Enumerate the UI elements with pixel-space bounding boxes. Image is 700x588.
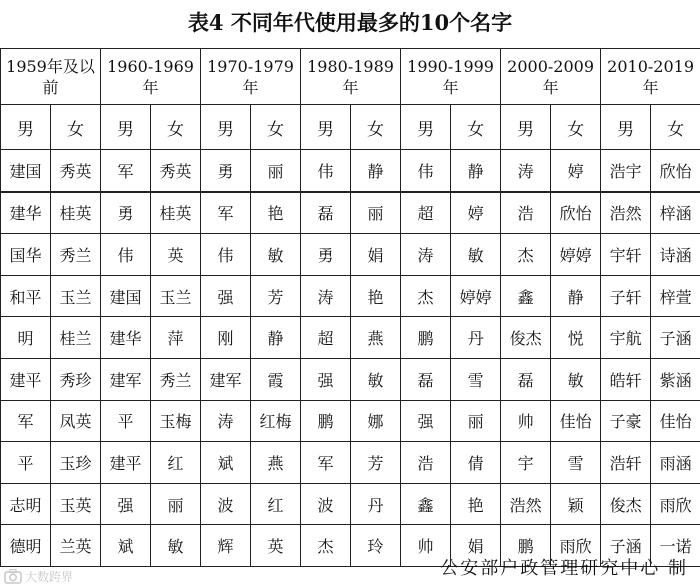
male-name-cell: 建华: [101, 317, 151, 359]
female-header: 女: [451, 105, 501, 150]
male-name-cell: 浩轩: [601, 442, 651, 484]
male-name-cell: 志明: [1, 483, 51, 525]
male-name-cell: 伟: [201, 234, 251, 276]
male-header: 男: [101, 105, 151, 150]
female-name-cell: 桂英: [151, 192, 201, 234]
female-name-cell: 桂兰: [51, 317, 101, 359]
female-name-cell: 秀英: [151, 150, 201, 192]
female-name-cell: 玉兰: [51, 275, 101, 317]
table-row: [1, 234, 700, 276]
era-header: 1990-1999年: [401, 49, 501, 105]
male-name-cell: 磊: [501, 359, 551, 401]
male-name-cell: 建国: [1, 150, 51, 192]
male-name-cell: 国华: [1, 234, 51, 276]
male-name-cell: 浩: [401, 442, 451, 484]
male-name-cell: 杰: [501, 234, 551, 276]
female-name-cell: 欣怡: [651, 150, 700, 192]
male-name-cell: 伟: [301, 150, 351, 192]
male-name-cell: 鑫: [501, 275, 551, 317]
source-credit: 公安部户政管理研究中心 制: [440, 558, 688, 579]
male-name-cell: 平: [101, 400, 151, 442]
female-name-cell: 婷婷: [451, 275, 501, 317]
male-name-cell: 宇航: [601, 317, 651, 359]
male-name-cell: 超: [401, 192, 451, 234]
female-name-cell: 婷婷: [551, 234, 601, 276]
female-name-cell: 丽: [451, 400, 501, 442]
female-name-cell: 英: [151, 234, 201, 276]
female-name-cell: 红梅: [251, 400, 301, 442]
female-name-cell: 红: [251, 483, 301, 525]
female-name-cell: 紫涵: [651, 359, 700, 401]
female-name-cell: 梓涵: [651, 192, 700, 234]
female-name-cell: 秀兰: [51, 234, 101, 276]
female-name-cell: 雪: [451, 359, 501, 401]
female-header: 女: [651, 105, 700, 150]
female-header: 女: [351, 105, 401, 150]
female-name-cell: 静: [351, 150, 401, 192]
male-name-cell: 波: [201, 483, 251, 525]
male-header: 男: [1, 105, 51, 150]
table-row: [1, 317, 700, 359]
female-name-cell: 雨欣: [651, 483, 700, 525]
female-name-cell: 雪: [551, 442, 601, 484]
female-name-cell: 敏: [551, 359, 601, 401]
male-name-cell: 浩: [501, 192, 551, 234]
female-name-cell: 燕: [251, 442, 301, 484]
male-name-cell: 皓轩: [601, 359, 651, 401]
table-row: [1, 150, 700, 192]
female-name-cell: 悦: [551, 317, 601, 359]
male-name-cell: 浩然: [601, 192, 651, 234]
male-name-cell: 鹏: [301, 400, 351, 442]
female-name-cell: 欣怡: [551, 192, 601, 234]
female-name-cell: 诗涵: [651, 234, 700, 276]
male-name-cell: 子轩: [601, 275, 651, 317]
female-name-cell: 玉梅: [151, 400, 201, 442]
female-header: 女: [51, 105, 101, 150]
male-name-cell: 德明: [1, 525, 51, 567]
watermark-logo: [4, 566, 73, 586]
era-header: 1959年及以前: [1, 49, 101, 105]
male-header: 男: [201, 105, 251, 150]
female-name-cell: 桂英: [51, 192, 101, 234]
male-name-cell: 强: [401, 400, 451, 442]
table-row: [1, 400, 700, 442]
female-header: 女: [551, 105, 601, 150]
female-name-cell: 英: [251, 525, 301, 567]
female-name-cell: 丹: [451, 317, 501, 359]
female-name-cell: 丽: [351, 192, 401, 234]
female-name-cell: 玲: [351, 525, 401, 567]
female-name-cell: 芳: [351, 442, 401, 484]
male-name-cell: 勇: [201, 150, 251, 192]
era-header-row: [1, 49, 700, 105]
male-header: 男: [501, 105, 551, 150]
male-name-cell: 磊: [301, 192, 351, 234]
male-name-cell: 辉: [201, 525, 251, 567]
female-name-cell: 玉兰: [151, 275, 201, 317]
male-name-cell: 建平: [101, 442, 151, 484]
male-name-cell: 军: [301, 442, 351, 484]
male-name-cell: 斌: [101, 525, 151, 567]
camera-icon: [4, 568, 22, 584]
male-name-cell: 军: [1, 400, 51, 442]
male-name-cell: 建华: [1, 192, 51, 234]
male-name-cell: 波: [301, 483, 351, 525]
male-name-cell: 平: [1, 442, 51, 484]
male-name-cell: 浩然: [501, 483, 551, 525]
male-name-cell: 建军: [201, 359, 251, 401]
female-name-cell: 丽: [151, 483, 201, 525]
male-name-cell: 帅: [501, 400, 551, 442]
table-row: [1, 275, 700, 317]
male-name-cell: 军: [101, 150, 151, 192]
male-name-cell: 伟: [401, 150, 451, 192]
male-name-cell: 涛: [401, 234, 451, 276]
male-name-cell: 浩宇: [601, 150, 651, 192]
male-name-cell: 子豪: [601, 400, 651, 442]
male-name-cell: 明: [1, 317, 51, 359]
female-name-cell: 秀珍: [51, 359, 101, 401]
female-name-cell: 娟: [351, 234, 401, 276]
male-name-cell: 勇: [101, 192, 151, 234]
female-name-cell: 一诺: [651, 525, 700, 567]
female-name-cell: 敏: [451, 234, 501, 276]
male-header: 男: [301, 105, 351, 150]
male-name-cell: 帅: [401, 525, 451, 567]
male-name-cell: 军: [201, 192, 251, 234]
table-row: [1, 483, 700, 525]
male-name-cell: 刚: [201, 317, 251, 359]
male-name-cell: 强: [201, 275, 251, 317]
female-name-cell: 静: [551, 275, 601, 317]
female-name-cell: 敏: [251, 234, 301, 276]
female-name-cell: 艳: [251, 192, 301, 234]
male-name-cell: 涛: [301, 275, 351, 317]
male-name-cell: 俊杰: [501, 317, 551, 359]
name-rows: [1, 150, 700, 567]
female-name-cell: 佳怡: [651, 400, 700, 442]
table-row: [1, 359, 700, 401]
era-header: 2000-2009年: [501, 49, 601, 105]
female-name-cell: 静: [451, 150, 501, 192]
female-header: 女: [151, 105, 201, 150]
female-name-cell: 兰英: [51, 525, 101, 567]
male-name-cell: 杰: [401, 275, 451, 317]
male-name-cell: 磊: [401, 359, 451, 401]
female-name-cell: 雨涵: [651, 442, 700, 484]
female-name-cell: 丽: [251, 150, 301, 192]
names-table: [0, 48, 700, 567]
male-name-cell: 鹏: [401, 317, 451, 359]
female-name-cell: 丹: [351, 483, 401, 525]
female-name-cell: 芳: [251, 275, 301, 317]
male-name-cell: 建军: [101, 359, 151, 401]
male-name-cell: 鹏: [501, 525, 551, 567]
female-name-cell: 秀英: [51, 150, 101, 192]
female-name-cell: 雨欣: [551, 525, 601, 567]
female-name-cell: 霞: [251, 359, 301, 401]
female-header: 女: [251, 105, 301, 150]
male-header: 男: [601, 105, 651, 150]
female-name-cell: 娜: [351, 400, 401, 442]
era-header: 1960-1969年: [101, 49, 201, 105]
female-name-cell: 萍: [151, 317, 201, 359]
male-name-cell: 伟: [101, 234, 151, 276]
table-row: [1, 442, 700, 484]
female-name-cell: 玉英: [51, 483, 101, 525]
male-name-cell: 斌: [201, 442, 251, 484]
female-name-cell: 佳怡: [551, 400, 601, 442]
era-header: 1970-1979年: [201, 49, 301, 105]
male-name-cell: 宇: [501, 442, 551, 484]
male-name-cell: 涛: [501, 150, 551, 192]
male-name-cell: 子涵: [601, 525, 651, 567]
male-header: 男: [401, 105, 451, 150]
female-name-cell: 凤英: [51, 400, 101, 442]
male-name-cell: 杰: [301, 525, 351, 567]
male-name-cell: 涛: [201, 400, 251, 442]
male-name-cell: 鑫: [401, 483, 451, 525]
era-header: 2010-2019年: [601, 49, 700, 105]
female-name-cell: 艳: [451, 483, 501, 525]
female-name-cell: 婷: [551, 150, 601, 192]
table-row: [1, 192, 700, 234]
male-name-cell: 超: [301, 317, 351, 359]
male-name-cell: 强: [301, 359, 351, 401]
male-name-cell: 俊杰: [601, 483, 651, 525]
female-name-cell: 敏: [351, 359, 401, 401]
male-name-cell: 建国: [101, 275, 151, 317]
female-name-cell: 秀兰: [151, 359, 201, 401]
watermark-text: 大数跨界: [25, 569, 74, 584]
female-name-cell: 梓萱: [651, 275, 700, 317]
male-name-cell: 和平: [1, 275, 51, 317]
female-name-cell: 艳: [351, 275, 401, 317]
male-name-cell: 宇轩: [601, 234, 651, 276]
male-name-cell: 建平: [1, 359, 51, 401]
era-header: 1980-1989年: [301, 49, 401, 105]
female-name-cell: 婷: [451, 192, 501, 234]
table-title: 表4 不同年代使用最多的10个名字: [187, 10, 513, 35]
sex-header-row: [1, 105, 700, 150]
male-name-cell: 勇: [301, 234, 351, 276]
female-name-cell: 颖: [551, 483, 601, 525]
female-name-cell: 倩: [451, 442, 501, 484]
female-name-cell: 红: [151, 442, 201, 484]
male-name-cell: 强: [101, 483, 151, 525]
female-name-cell: 玉珍: [51, 442, 101, 484]
female-name-cell: 娟: [451, 525, 501, 567]
female-name-cell: 敏: [151, 525, 201, 567]
female-name-cell: 静: [251, 317, 301, 359]
female-name-cell: 子涵: [651, 317, 700, 359]
female-name-cell: 燕: [351, 317, 401, 359]
